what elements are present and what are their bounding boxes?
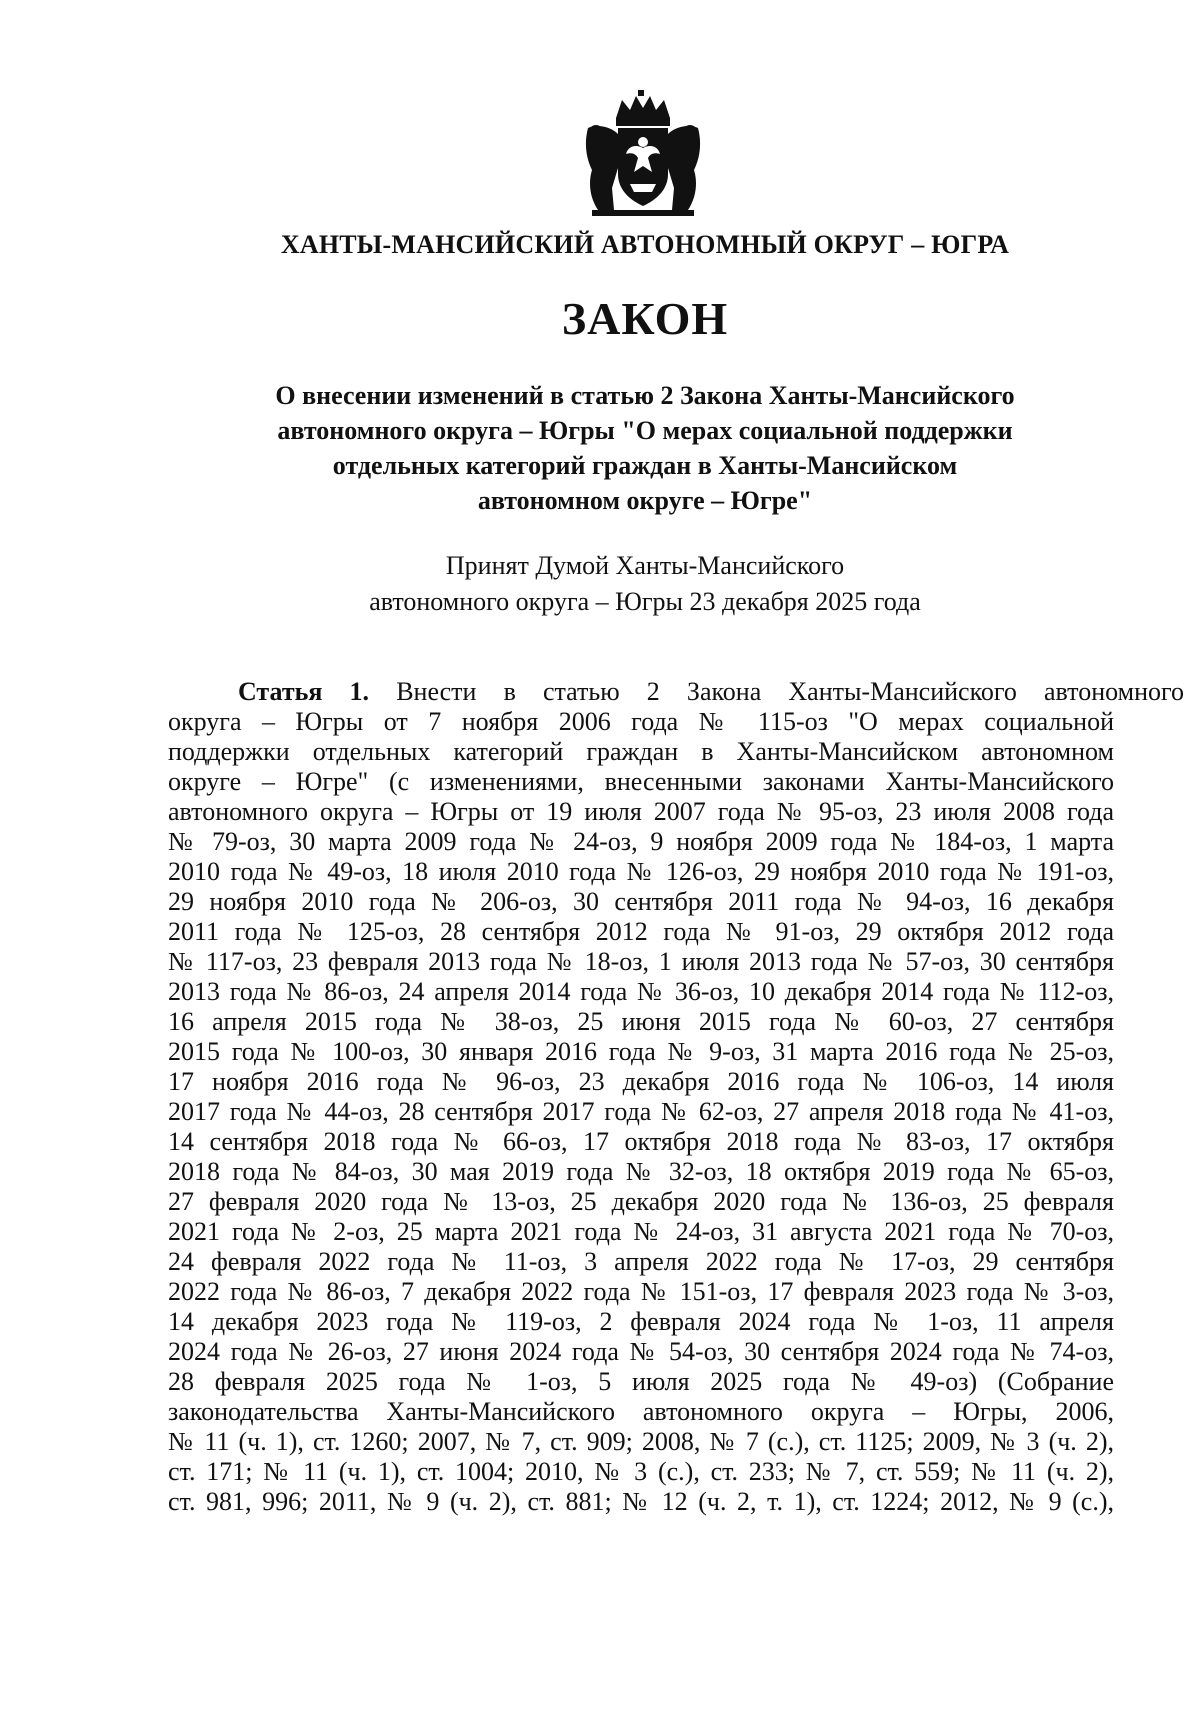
article-line: № 11 (ч. 1), ст. 1260; 2007, № 7, ст. 909; 2008, № 7 (с.), ст. 1125; 2009, № 3 (ч. 2),	[168, 1427, 1114, 1456]
article-line: 2011 года № 125-оз, 28 сентября 2012 года № 91-оз, 29 октября 2012 года	[168, 917, 1114, 946]
region-name: ХАНТЫ-МАНСИЙСКИЙ АВТОНОМНЫЙ ОКРУГ – ЮГРА	[280, 230, 1010, 259]
adoption-note	[0, 548, 1200, 620]
article-line: 2010 года № 49-оз, 18 июля 2010 года № 126-оз, 29 ноября 2010 года № 191-оз,	[168, 857, 1114, 886]
article-line: ст. 981, 996; 2011, № 9 (ч. 2), ст. 881; № 12 (ч. 2, т. 1), ст. 1224; 2012, № 9 (с.),	[168, 1487, 1114, 1516]
document-type: ЗАКОН	[561, 293, 729, 344]
article-line: 2024 года № 26-оз, 27 июня 2024 года № 54-оз, 30 сентября 2024 года № 74-оз,	[168, 1337, 1114, 1366]
article-line: округе – Югре" (с изменениями, внесенными законами Ханты-Мансийского	[168, 767, 1114, 796]
article-line: 2018 года № 84-оз, 30 мая 2019 года № 32-оз, 18 октября 2019 года № 65-оз,	[168, 1157, 1114, 1186]
adoption-line: Принят Думой Ханты-Мансийского	[445, 551, 845, 580]
article-line: 14 сентября 2018 года № 66-оз, 17 октября 2018 года № 83-оз, 17 октября	[168, 1127, 1114, 1156]
article-text: Внести в статью 2 Закона Ханты-Мансийского автономного	[396, 677, 1185, 706]
article-line: 14 декабря 2023 года № 119-оз, 2 февраля 2024 года № 1-оз, 11 апреля	[168, 1307, 1114, 1336]
article-line: ст. 171; № 11 (ч. 1), ст. 1004; 2010, № 3 (с.), ст. 233; № 7, ст. 559; № 11 (ч. 2),	[168, 1457, 1114, 1486]
article-line: № 117-оз, 23 февраля 2013 года № 18-оз, 1 июля 2013 года № 57-оз, 30 сентября	[168, 947, 1114, 976]
article-line: округа – Югры от 7 ноября 2006 года № 115-оз "О мерах социальной	[168, 707, 1114, 736]
adoption-line: автономного округа – Югры 23 декабря 2025 года	[369, 587, 921, 616]
article-line: автономного округа – Югры от 19 июля 2007 года № 95-оз, 23 июля 2008 года	[168, 797, 1114, 826]
article-line: 2015 года № 100-оз, 30 января 2016 года № 9-оз, 31 марта 2016 года № 25-оз,	[168, 1037, 1114, 1066]
article-line: законодательства Ханты-Мансийского автономного округа – Югры, 2006,	[168, 1397, 1114, 1426]
article-line: 2017 года № 44-оз, 28 сентября 2017 года № 62-оз, 27 апреля 2018 года № 41-оз,	[168, 1097, 1114, 1126]
article-line: 2022 года № 86-оз, 7 декабря 2022 года № 151-оз, 17 февраля 2023 года № 3-оз,	[168, 1277, 1114, 1306]
law-title-line: О внесении изменений в статью 2 Закона Ханты-Мансийского	[275, 381, 1015, 410]
article-label: Статья 1.	[238, 677, 370, 706]
law-title-line: автономного округа – Югры "О мерах социальной поддержки	[277, 416, 1013, 445]
article-line: 2013 года № 86-оз, 24 апреля 2014 года № 36-оз, 10 декабря 2014 года № 112-оз,	[168, 977, 1114, 1006]
coat-of-arms-icon	[578, 88, 708, 218]
article-line: поддержки отдельных категорий граждан в Ханты-Мансийском автономном	[168, 737, 1114, 766]
article-line: № 79-оз, 30 марта 2009 года № 24-оз, 9 ноября 2009 года № 184-оз, 1 марта	[168, 827, 1114, 856]
article-line: 17 ноября 2016 года № 96-оз, 23 декабря 2016 года № 106-оз, 14 июля	[168, 1067, 1114, 1096]
article-line: 27 февраля 2020 года № 13-оз, 25 декабря 2020 года № 136-оз, 25 февраля	[168, 1187, 1114, 1216]
law-title-line: автономном округе – Югре"	[477, 486, 813, 515]
article-line	[168, 677, 1184, 707]
article-1	[168, 677, 1185, 1517]
article-line: 29 ноября 2010 года № 206-оз, 30 сентября 2011 года № 94-оз, 16 декабря	[168, 887, 1114, 916]
article-line: 16 апреля 2015 года № 38-оз, 25 июня 2015 года № 60-оз, 27 сентября	[168, 1007, 1114, 1036]
article-line: 2021 года № 2-оз, 25 марта 2021 года № 24-оз, 31 августа 2021 года № 70-оз,	[168, 1217, 1114, 1246]
article-line: 28 февраля 2025 года № 1-оз, 5 июля 2025 года № 49-оз) (Собрание	[168, 1367, 1114, 1396]
article-line: 24 февраля 2022 года № 11-оз, 3 апреля 2022 года № 17-оз, 29 сентября	[168, 1247, 1114, 1276]
law-title	[0, 378, 1200, 518]
law-title-line: отдельных категорий граждан в Ханты-Мансийском	[332, 451, 958, 480]
